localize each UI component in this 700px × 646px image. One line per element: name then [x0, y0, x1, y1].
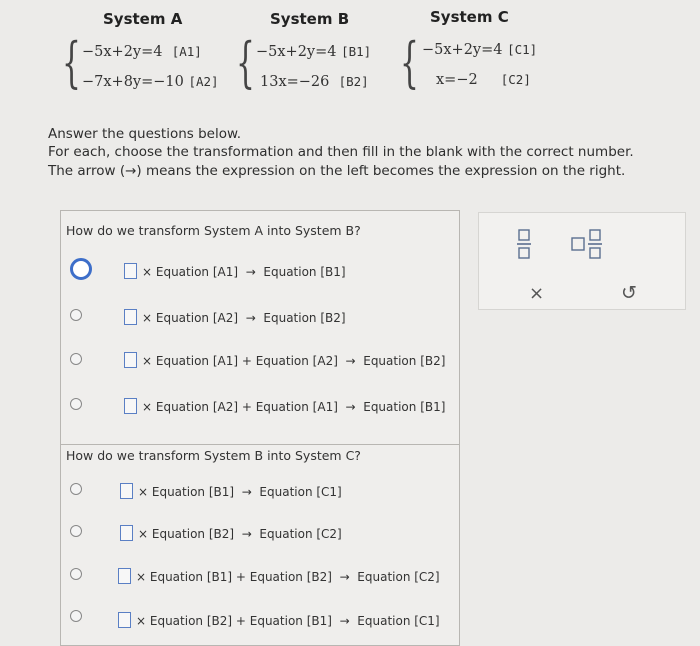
- arrow-icon: →: [339, 570, 350, 584]
- system-b-title: System B: [270, 10, 350, 28]
- q1-option-2-blank-input[interactable]: [124, 309, 137, 325]
- q2-option-1-blank-input[interactable]: [120, 483, 133, 499]
- arrow-icon: →: [339, 614, 350, 628]
- q1-option-1-radio[interactable]: [70, 258, 92, 280]
- q2-option-1: × Equation [B1] → Equation [C1]: [120, 483, 342, 499]
- q1-option-3-blank-input[interactable]: [124, 352, 137, 368]
- q2-option-4: × Equation [B2] + Equation [B1] → Equation [C1]: [118, 612, 440, 628]
- q2-option-1-radio[interactable]: [70, 483, 82, 495]
- instructions-line-3: The arrow (→) means the expression on the left becomes the expression on the right.: [48, 163, 626, 179]
- q2-option-3-blank-input[interactable]: [118, 568, 131, 584]
- arrow-icon: →: [241, 527, 252, 541]
- q1-option-4-blank-input[interactable]: [124, 398, 137, 414]
- arrow-icon: →: [125, 163, 137, 179]
- arrow-icon: →: [245, 265, 256, 279]
- question-2-prompt: How do we transform System B into System C?: [66, 448, 361, 463]
- q2-option-2-blank-input[interactable]: [120, 525, 133, 541]
- q1-option-3-radio[interactable]: [70, 353, 82, 365]
- q1-option-2-radio[interactable]: [70, 309, 82, 321]
- q1-option-1: × Equation [A1] → Equation [B1]: [124, 263, 346, 279]
- q1-option-4-radio[interactable]: [70, 398, 82, 410]
- instructions-line-1: Answer the questions below.: [48, 126, 242, 142]
- q2-option-4-radio[interactable]: [70, 610, 82, 622]
- q1-option-4: × Equation [A2] + Equation [A1] → Equation [B1]: [124, 398, 445, 414]
- q2-option-2: × Equation [B2] → Equation [C2]: [120, 525, 342, 541]
- q2-option-4-blank-input[interactable]: [118, 612, 131, 628]
- system-a-title: System A: [103, 10, 183, 28]
- q1-option-3: × Equation [A1] + Equation [A2] → Equation [B2]: [124, 352, 445, 368]
- system-c-title: System C: [430, 8, 509, 26]
- equation-a1: −5x+2y=4 [A1]: [82, 44, 202, 60]
- equation-c2: x=−2 [C2]: [436, 72, 531, 88]
- instructions-line-2: For each, choose the transformation and then fill in the blank with the correct number.: [48, 144, 634, 160]
- fraction-icon[interactable]: [517, 229, 531, 259]
- q2-option-2-radio[interactable]: [70, 525, 82, 537]
- mixed-number-icon[interactable]: [571, 229, 603, 259]
- q1-option-2: × Equation [A2] → Equation [B2]: [124, 309, 346, 325]
- arrow-icon: →: [241, 485, 252, 499]
- arrow-icon: →: [245, 311, 256, 325]
- equation-b2: 13x=−26 [B2]: [260, 74, 369, 90]
- brace-icon: {: [400, 31, 419, 94]
- brace-icon: {: [236, 31, 255, 94]
- arrow-icon: →: [345, 400, 356, 414]
- brace-icon: {: [62, 31, 81, 94]
- undo-icon[interactable]: ↺: [621, 282, 637, 304]
- q2-option-3: × Equation [B1] + Equation [B2] → Equation [C2]: [118, 568, 440, 584]
- arrow-icon: →: [345, 354, 356, 368]
- equation-b1: −5x+2y=4 [B1]: [256, 44, 372, 60]
- q2-option-3-radio[interactable]: [70, 568, 82, 580]
- equation-a2: −7x+8y=−10 [A2]: [82, 74, 219, 90]
- question-1-prompt: How do we transform System A into System B?: [66, 223, 361, 238]
- equation-c1: −5x+2y=4 [C1]: [422, 42, 538, 58]
- math-tools-panel: [478, 212, 686, 310]
- clear-icon[interactable]: ×: [529, 283, 545, 304]
- q1-option-1-blank-input[interactable]: [124, 263, 137, 279]
